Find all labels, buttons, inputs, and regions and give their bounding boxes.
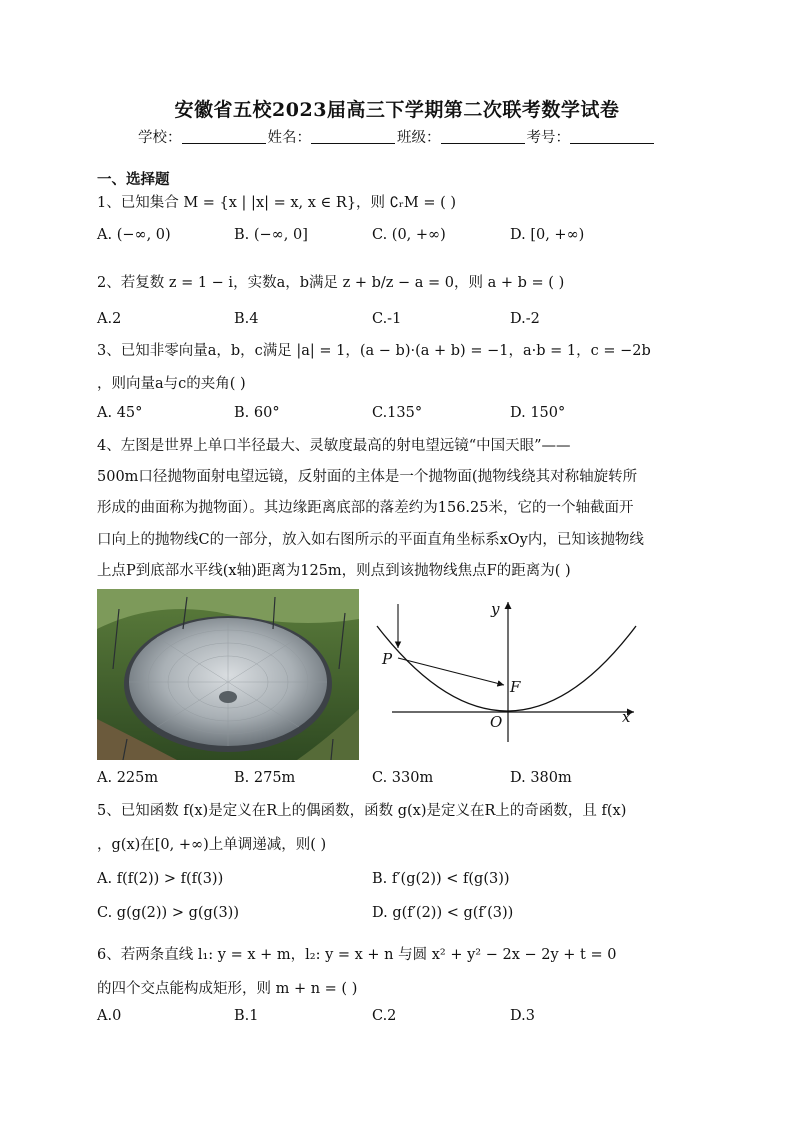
q3-option-b: B. 60° (234, 405, 280, 421)
question-4-line-4: 口向上的抛物线C的一部分，放入如右图所示的平面直角坐标系xOy内，已知该抛物线 (97, 532, 644, 548)
parabola-graph (372, 596, 644, 744)
question-5-stem: 5、已知函数 f(x)是定义在R上的偶函数，函数 g(x)是定义在R上的奇函数，且 f(x) (97, 803, 627, 819)
name-blank[interactable] (311, 129, 395, 144)
question-4-line-1: 4、左图是世界上单口半径最大、灵敏度最高的射电望远镜“中国天眼”—— (97, 438, 571, 454)
number-blank[interactable] (570, 129, 654, 144)
q6-option-d: D.3 (510, 1008, 535, 1024)
question-4-line-2: 500m口径抛物面射电望远镜，反射面的主体是一个抛物面(抛物线绕其对称轴旋转所 (97, 469, 638, 485)
question-3-stem-cont: ，则向量a与c的夹角( ) (97, 376, 246, 392)
q2-option-d: D.-2 (510, 311, 540, 327)
school-label: 学校： (138, 130, 182, 146)
class-label: 班级： (397, 130, 441, 146)
q2-option-c: C.-1 (372, 311, 402, 327)
student-info-row (0, 126, 794, 147)
q4-option-d: D. 380m (510, 770, 572, 786)
q6-option-a: A.0 (97, 1008, 122, 1024)
question-3-stem: 3、已知非零向量a，b，c满足 |a| = 1，(a − b)·(a + b) = −1，a·b = 1，c = −2b (97, 343, 651, 359)
q2-option-b: B.4 (234, 311, 259, 327)
question-6-stem: 6、若两条直线 l₁: y = x + m，l₂: y = x + n 与圆 x² + y² − 2x − 2y + t = 0 (97, 947, 617, 963)
q5-option-a: A. f(f(2)) > f(f(3)) (97, 871, 224, 887)
school-blank[interactable] (182, 129, 266, 144)
telescope-photo (97, 589, 359, 760)
q3-option-d: D. 150° (510, 405, 566, 421)
q1-option-a: A. (−∞, 0) (97, 227, 171, 243)
point-p-label: P (382, 650, 393, 668)
q5-option-d: D. g(f′(2)) < g(f′(3)) (372, 905, 514, 921)
q3-option-c: C.135° (372, 405, 423, 421)
section-heading: 一、选择题 (97, 171, 170, 188)
origin-label: O (490, 713, 503, 731)
question-4-line-5: 上点P到底部水平线(x轴)距离为125m，则点到该抛物线焦点F的距离为( ) (97, 563, 571, 579)
question-6-stem-cont: 的四个交点能构成矩形，则 m + n = ( ) (97, 981, 358, 997)
question-2-stem: 2、若复数 z = 1 − i，实数a，b满足 z + b/z − a = 0，则 a + b = ( ) (97, 275, 565, 291)
q6-option-b: B.1 (234, 1008, 259, 1024)
y-axis-label: y (491, 600, 500, 618)
number-label: 考号： (526, 130, 570, 146)
question-5-stem-cont: ，g(x)在[0, +∞)上单调递减，则( ) (97, 837, 327, 853)
class-blank[interactable] (441, 129, 525, 144)
q1-option-d: D. [0, +∞) (510, 227, 585, 243)
x-axis-label: x (622, 708, 631, 726)
q5-option-b: B. f′(g(2)) < f(g(3)) (372, 871, 510, 887)
q5-option-c: C. g(g(2)) > g(g(3)) (97, 905, 239, 921)
point-f-label: F (510, 678, 521, 696)
q1-option-c: C. (0, +∞) (372, 227, 446, 243)
q2-option-a: A.2 (97, 311, 122, 327)
page-title: 安徽省五校2023届高三下学期第二次联考数学试卷 (174, 99, 620, 121)
q3-option-a: A. 45° (97, 405, 143, 421)
name-label: 姓名： (267, 130, 311, 146)
q6-option-c: C.2 (372, 1008, 397, 1024)
q1-option-b: B. (−∞, 0] (234, 227, 308, 243)
q4-option-a: A. 225m (97, 770, 159, 786)
question-4-line-3: 形成的曲面称为抛物面）。其边缘距离底部的落差约为156.25米，它的一个轴截面开 (97, 500, 634, 516)
q4-option-c: C. 330m (372, 770, 434, 786)
question-1-stem: 1、已知集合 M = {x | |x| = x, x ∈ R}，则 ∁ᵣM = ( ) (97, 195, 457, 211)
q4-option-b: B. 275m (234, 770, 296, 786)
